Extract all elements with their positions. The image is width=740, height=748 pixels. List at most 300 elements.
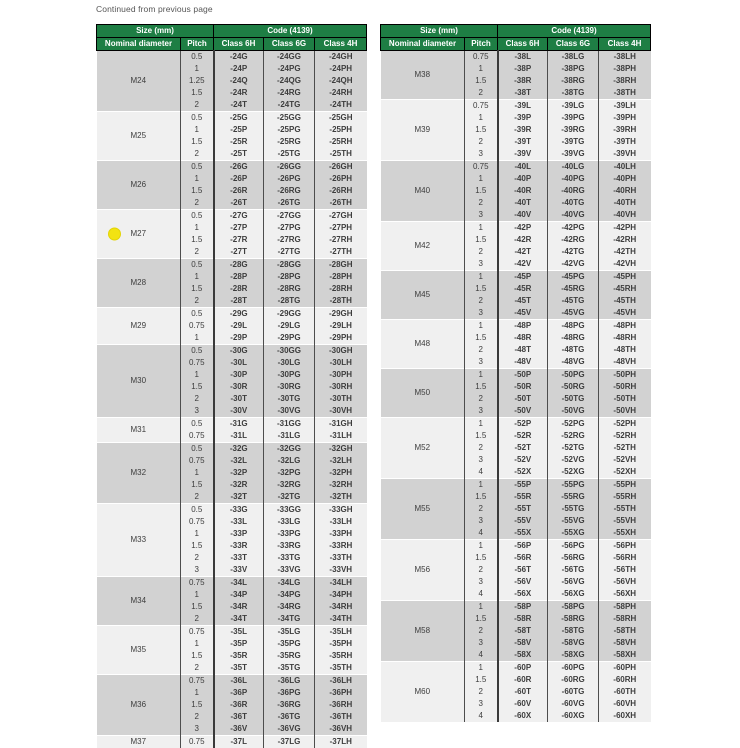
pitch-cell: 2 [181,711,214,723]
class-6h-code-cell: -29P [214,332,264,345]
pitch-cell: 1 [465,662,498,675]
class-6h-code-cell: -56R [498,552,548,564]
pitch-cell: 0.5 [181,418,214,431]
pitch-cell: 0.75 [181,357,214,369]
pitch-cell: 2 [181,99,214,112]
class-6h-code-cell: -38T [498,87,548,100]
class-6h-code-cell: -56T [498,564,548,576]
diameter-cell [381,540,465,601]
diameter-label: M45 [414,290,430,299]
pitch-cell: 1 [181,638,214,650]
class-6h-code-cell: -27P [214,222,264,234]
class-4h-code-cell: -50TH [599,393,651,405]
class-6h-code-cell: -55R [498,491,548,503]
class-6g-code-cell: -40LG [548,161,599,174]
diameter-cell [97,345,181,418]
pitch-cell: 0.75 [181,626,214,639]
pitch-cell: 0.5 [181,161,214,174]
class-6h-code-cell: -60R [498,674,548,686]
pitch-cell: 1 [465,479,498,492]
pitch-cell: 1.5 [465,381,498,393]
class-6g-code-cell: -32RG [264,479,315,491]
class-6g-code-cell: -45PG [548,271,599,284]
diameter-cell [381,601,465,662]
pitch-cell: 0.75 [181,455,214,467]
class-6h-code-cell: -39L [498,100,548,113]
class-6h-code-cell: -48T [498,344,548,356]
pitch-cell: 2 [465,686,498,698]
class-6g-code-cell: -42VG [548,258,599,271]
page-title: Continued from previous page [96,4,740,14]
class-4h-code-cell: -25GH [315,112,367,125]
table-row [97,418,367,431]
diameter-label: M35 [130,645,146,654]
class-4h-code-cell: -26PH [315,173,367,185]
class-6h-code-cell: -50T [498,393,548,405]
pitch-cell: 1.5 [465,283,498,295]
class-6g-code-cell: -27RG [264,234,315,246]
size-group-m45 [381,271,651,320]
class-6h-code-cell: -50P [498,369,548,382]
diameter-cell [97,161,181,210]
class-4h-code-cell: -36PH [315,687,367,699]
diameter-label: M38 [414,70,430,79]
table-row [97,259,367,272]
class-6h-code-cell: -35T [214,662,264,675]
size-group-m36 [97,675,367,736]
class-6h-code-cell: -29L [214,320,264,332]
class-6g-code-cell: -33GG [264,504,315,517]
class-4h-code-cell: -39RH [599,124,651,136]
class-6g-code-cell: -60XG [548,710,599,722]
diameter-label: M24 [130,76,146,85]
diameter-label: M33 [130,535,146,544]
class-6h-code-cell: -38L [498,51,548,64]
class-6h-code-cell: -34P [214,589,264,601]
pitch-header: Pitch [465,38,498,51]
size-group-m26 [97,161,367,210]
pitch-cell: 0.75 [181,736,214,748]
class-6g-code-cell: -40PG [548,173,599,185]
size-group-m25 [97,112,367,161]
class-4h-code-cell: -56TH [599,564,651,576]
class-6h-code-cell: -60X [498,710,548,722]
pitch-cell: 1.5 [181,283,214,295]
pitch-cell: 0.75 [181,430,214,443]
class-6h-code-cell: -35P [214,638,264,650]
size-group-m38 [381,51,651,100]
diameter-label: M60 [414,687,430,696]
diameter-label: M50 [414,388,430,397]
class-4h-code-cell: -48TH [599,344,651,356]
class-4h-code-cell: -55PH [599,479,651,492]
class-4h-code-cell: -34TH [315,613,367,626]
table-row [381,479,651,492]
pitch-cell: 4 [465,527,498,540]
class-6h-code-cell: -25R [214,136,264,148]
class-6h-code-cell: -58V [498,637,548,649]
pitch-cell: 1 [181,528,214,540]
class-6g-code-cell: -42TG [548,246,599,258]
pitch-cell: 1.5 [181,540,214,552]
pitch-cell: 3 [465,698,498,710]
pitch-cell: 1 [181,467,214,479]
pitch-cell: 1.5 [181,479,214,491]
class-6h-code-cell: -24T [214,99,264,112]
class-6h-code-cell: -55P [498,479,548,492]
table-host-right [380,24,651,722]
table-row [97,210,367,223]
diameter-cell [381,369,465,418]
class-4h-code-cell: -24QH [315,75,367,87]
class-4h-header: Class 4H [599,38,651,51]
diameter-label: M55 [414,504,430,513]
pitch-cell: 1 [181,63,214,75]
diameter-cell [97,210,181,259]
class-6g-code-cell: -52PG [548,418,599,431]
class-4h-code-cell: -35RH [315,650,367,662]
class-6h-code-cell: -28T [214,295,264,308]
class-4h-code-cell: -40TH [599,197,651,209]
class-6h-code-cell: -26P [214,173,264,185]
class-4h-code-cell: -33PH [315,528,367,540]
class-4h-code-cell: -55RH [599,491,651,503]
class-6g-code-cell: -58VG [548,637,599,649]
diameter-label: M37 [130,737,146,746]
pitch-cell: 4 [465,649,498,662]
class-4h-code-cell: -34PH [315,589,367,601]
class-6h-code-cell: -30L [214,357,264,369]
diameter-cell [381,662,465,723]
class-6g-code-cell: -24PG [264,63,315,75]
thread-code-table-left [96,24,367,748]
size-group-m48 [381,320,651,369]
diameter-cell [97,443,181,504]
thread-code-table-right [380,24,651,722]
class-6h-code-cell: -31L [214,430,264,443]
class-4h-code-cell: -58PH [599,601,651,614]
diameter-label: M25 [130,131,146,140]
size-group-m28 [97,259,367,308]
class-6h-code-cell: -33P [214,528,264,540]
pitch-cell: 1.5 [465,185,498,197]
class-6h-code-cell: -50V [498,405,548,418]
pitch-cell: 2 [181,246,214,259]
pitch-cell: 4 [465,466,498,479]
class-6g-code-cell: -38RG [548,75,599,87]
diameter-cell [97,112,181,161]
class-6h-header: Class 6H [498,38,548,51]
pitch-cell: 2 [181,148,214,161]
class-6h-code-cell: -52X [498,466,548,479]
pitch-cell: 2 [181,552,214,564]
pitch-cell: 1 [465,222,498,235]
class-6g-code-cell: -60TG [548,686,599,698]
class-6h-code-cell: -58P [498,601,548,614]
class-6h-code-cell: -39T [498,136,548,148]
class-6h-code-cell: -32P [214,467,264,479]
class-6h-code-cell: -52V [498,454,548,466]
class-6g-code-cell: -32LG [264,455,315,467]
pitch-cell: 0.75 [181,516,214,528]
class-6g-code-cell: -29GG [264,308,315,321]
pitch-cell: 1.5 [465,613,498,625]
class-6g-code-cell: -56XG [548,588,599,601]
class-4h-code-cell: -30RH [315,381,367,393]
nominal-diameter-header: Nominal diameter [381,38,465,51]
tables-container [96,24,740,748]
class-6g-code-cell: -30RG [264,381,315,393]
class-6h-code-cell: -32L [214,455,264,467]
class-6h-code-cell: -40L [498,161,548,174]
class-6h-code-cell: -37L [214,736,264,748]
size-group-m58 [381,601,651,662]
pitch-cell: 0.5 [181,112,214,125]
class-4h-code-cell: -58TH [599,625,651,637]
class-6g-code-cell: -33VG [264,564,315,577]
class-4h-code-cell: -55XH [599,527,651,540]
class-6g-code-cell: -28PG [264,271,315,283]
class-6g-code-cell: -35RG [264,650,315,662]
pitch-cell: 1.5 [181,87,214,99]
class-4h-code-cell: -27TH [315,246,367,259]
class-6h-code-cell: -35R [214,650,264,662]
class-4h-code-cell: -34RH [315,601,367,613]
pitch-cell: 3 [465,209,498,222]
class-6g-code-cell: -45VG [548,307,599,320]
pitch-cell: 2 [465,625,498,637]
class-6h-code-cell: -45V [498,307,548,320]
pitch-cell: 1.5 [181,650,214,662]
diameter-label: M32 [130,468,146,477]
class-6g-code-cell: -45RG [548,283,599,295]
class-6h-code-cell: -25P [214,124,264,136]
highlight-dot-icon [108,228,121,241]
size-group-m35 [97,626,367,675]
class-4h-code-cell: -24GH [315,51,367,64]
class-4h-code-cell: -30VH [315,405,367,418]
class-4h-code-cell: -38LH [599,51,651,64]
class-6g-code-cell: -58XG [548,649,599,662]
pitch-cell: 1.5 [465,674,498,686]
pitch-cell: 1.5 [181,185,214,197]
class-6g-header: Class 6G [264,38,315,51]
diameter-cell [97,308,181,345]
class-6h-code-cell: -27R [214,234,264,246]
class-6g-code-cell: -35PG [264,638,315,650]
pitch-cell: 1.5 [181,234,214,246]
diameter-cell [97,675,181,736]
class-6g-code-cell: -32GG [264,443,315,456]
class-6g-code-cell: -39LG [548,100,599,113]
class-6h-code-cell: -60T [498,686,548,698]
class-6g-code-cell: -31LG [264,430,315,443]
table-row [381,51,651,64]
class-6g-code-cell: -25RG [264,136,315,148]
class-4h-code-cell: -32PH [315,467,367,479]
nominal-diameter-header: Nominal diameter [97,38,181,51]
class-6h-code-cell: -24G [214,51,264,64]
class-6g-code-cell: -34PG [264,589,315,601]
class-6h-code-cell: -33L [214,516,264,528]
class-4h-code-cell: -32RH [315,479,367,491]
class-6g-code-cell: -30LG [264,357,315,369]
class-6h-code-cell: -33V [214,564,264,577]
class-6h-code-cell: -24R [214,87,264,99]
pitch-cell: 2 [465,393,498,405]
class-4h-code-cell: -25RH [315,136,367,148]
class-4h-code-cell: -56XH [599,588,651,601]
pitch-cell: 1 [181,222,214,234]
pitch-cell: 1 [465,63,498,75]
pitch-cell: 1 [181,332,214,345]
pitch-cell: 0.5 [181,210,214,223]
class-6h-code-cell: -39P [498,112,548,124]
class-4h-code-cell: -25TH [315,148,367,161]
class-4h-code-cell: -27RH [315,234,367,246]
pitch-cell: 1.5 [465,552,498,564]
class-6g-code-cell: -50PG [548,369,599,382]
class-4h-code-cell: -27PH [315,222,367,234]
class-6g-code-cell: -30TG [264,393,315,405]
table-row [97,504,367,517]
class-6h-code-cell: -24P [214,63,264,75]
class-4h-code-cell: -45TH [599,295,651,307]
class-6g-code-cell: -30VG [264,405,315,418]
class-4h-code-cell: -31LH [315,430,367,443]
size-group-m55 [381,479,651,540]
code-header: Code (4139) [214,25,367,38]
class-6g-code-cell: -55PG [548,479,599,492]
class-6g-code-cell: -28GG [264,259,315,272]
class-4h-code-cell: -40PH [599,173,651,185]
class-4h-code-cell: -24TH [315,99,367,112]
class-6g-code-cell: -40RG [548,185,599,197]
class-6h-code-cell: -30P [214,369,264,381]
pitch-cell: 2 [465,503,498,515]
pitch-cell: 0.75 [181,675,214,688]
pitch-cell: 1.5 [465,124,498,136]
class-6g-code-cell: -56VG [548,576,599,588]
pitch-cell: 1.5 [465,491,498,503]
pitch-cell: 2 [181,613,214,626]
pitch-cell: 0.75 [181,577,214,590]
pitch-cell: 0.5 [181,443,214,456]
class-6h-code-cell: -27T [214,246,264,259]
class-4h-code-cell: -28RH [315,283,367,295]
pitch-cell: 2 [465,197,498,209]
class-6g-code-cell: -36LG [264,675,315,688]
class-6h-code-cell: -28P [214,271,264,283]
class-6g-code-cell: -35LG [264,626,315,639]
class-6h-code-cell: -58R [498,613,548,625]
class-6g-code-cell: -36VG [264,723,315,736]
table-row [381,161,651,174]
diameter-label: M42 [414,241,430,250]
class-6h-code-cell: -33T [214,552,264,564]
pitch-cell: 0.75 [465,100,498,113]
pitch-cell: 3 [465,356,498,369]
class-6g-code-cell: -40TG [548,197,599,209]
pitch-cell: 3 [465,515,498,527]
class-6g-code-cell: -38TG [548,87,599,100]
class-6h-code-cell: -26T [214,197,264,210]
class-6g-code-cell: -55TG [548,503,599,515]
class-4h-code-cell: -50RH [599,381,651,393]
class-6g-code-cell: -56TG [548,564,599,576]
diameter-label: M58 [414,626,430,635]
size-group-m29 [97,308,367,345]
class-4h-code-cell: -40RH [599,185,651,197]
class-4h-code-cell: -32TH [315,491,367,504]
class-6g-code-cell: -39RG [548,124,599,136]
class-4h-code-cell: -39LH [599,100,651,113]
class-6g-code-cell: -52VG [548,454,599,466]
class-4h-code-cell: -45VH [599,307,651,320]
class-6g-code-cell: -39VG [548,148,599,161]
class-6h-code-cell: -33R [214,540,264,552]
class-6g-code-cell: -30PG [264,369,315,381]
class-4h-code-cell: -34LH [315,577,367,590]
class-6g-code-cell: -56PG [548,540,599,553]
class-4h-code-cell: -40LH [599,161,651,174]
table-row [381,100,651,113]
class-6h-code-cell: -36V [214,723,264,736]
class-6g-code-cell: -55XG [548,527,599,540]
class-6h-code-cell: -40T [498,197,548,209]
class-6g-code-cell: -24QG [264,75,315,87]
diameter-cell [381,161,465,222]
class-4h-code-cell: -39PH [599,112,651,124]
diameter-label: M52 [414,443,430,452]
class-6h-code-cell: -45R [498,283,548,295]
class-4h-code-cell: -26GH [315,161,367,174]
class-6h-code-cell: -32T [214,491,264,504]
diameter-cell [97,577,181,626]
pitch-cell: 1 [465,418,498,431]
class-6h-code-cell: -35L [214,626,264,639]
class-4h-code-cell: -26RH [315,185,367,197]
class-4h-code-cell: -60XH [599,710,651,722]
class-4h-code-cell: -58VH [599,637,651,649]
class-6g-code-cell: -29PG [264,332,315,345]
class-6h-code-cell: -55T [498,503,548,515]
class-6h-code-cell: -58X [498,649,548,662]
class-4h-code-cell: -60VH [599,698,651,710]
class-6g-code-cell: -29LG [264,320,315,332]
class-4h-code-cell: -30PH [315,369,367,381]
pitch-cell: 2 [181,491,214,504]
diameter-cell [381,479,465,540]
class-6g-code-cell: -55VG [548,515,599,527]
diameter-cell [97,418,181,443]
class-6h-code-cell: -32G [214,443,264,456]
class-6g-code-cell: -36RG [264,699,315,711]
class-4h-code-cell: -56PH [599,540,651,553]
diameter-label: M26 [130,180,146,189]
class-6h-code-cell: -52T [498,442,548,454]
class-6h-code-cell: -56X [498,588,548,601]
class-6g-code-cell: -42RG [548,234,599,246]
class-4h-code-cell: -60RH [599,674,651,686]
diameter-cell [381,418,465,479]
diameter-cell [97,736,181,748]
diameter-label: M56 [414,565,430,574]
class-4h-code-cell: -35TH [315,662,367,675]
class-6h-code-cell: -36T [214,711,264,723]
class-6h-code-cell: -39V [498,148,548,161]
class-4h-code-cell: -40VH [599,209,651,222]
